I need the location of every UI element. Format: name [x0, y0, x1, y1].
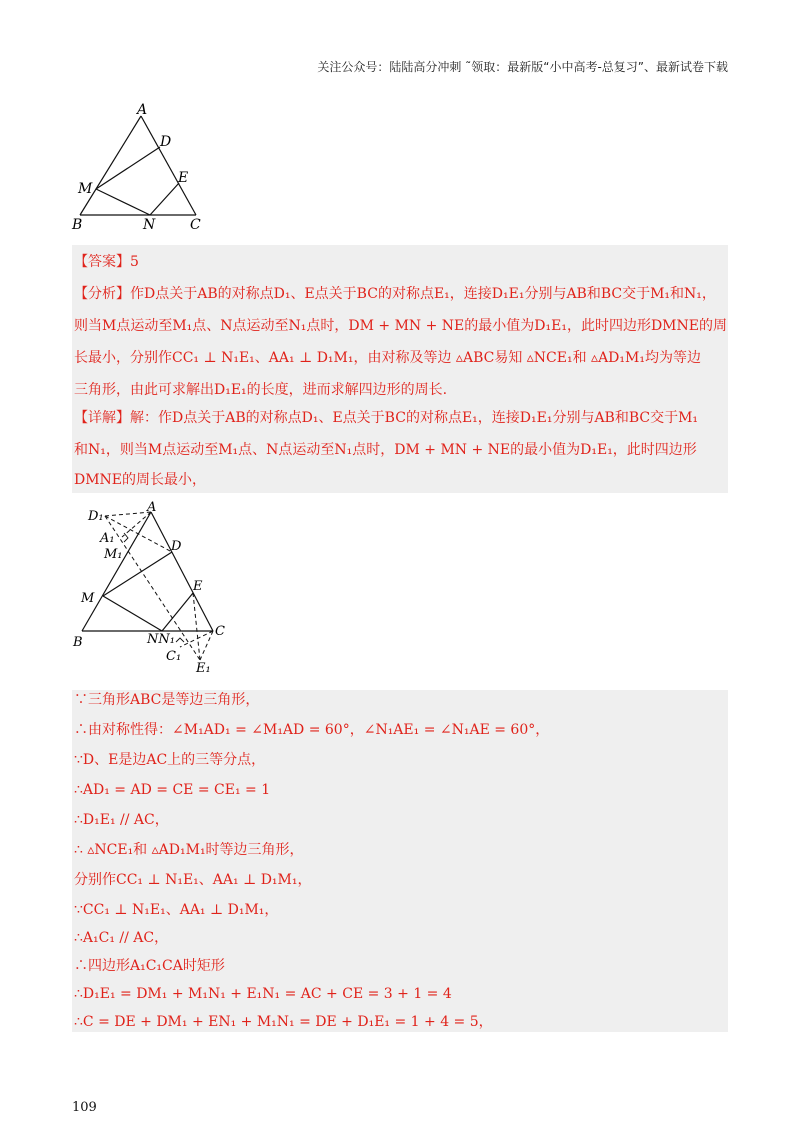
label-e: E [178, 170, 189, 186]
analysis-line-2: 则当M点运动至M₁点、N点运动至N₁点时，DM + MN + NE的最小值为D₁E₁，此时四边形DMNE的周 [74, 318, 727, 334]
label-e1: E₁ [196, 661, 211, 676]
segment-ne [150, 183, 179, 215]
label-m1: M₁ [104, 547, 123, 562]
edge-ac [151, 512, 213, 631]
answer-label: 【答案】 [74, 254, 130, 270]
solution-line-9: ∴A₁C₁ // AC， [74, 930, 169, 946]
answer-value: 5 [130, 254, 139, 270]
segment-mn [103, 596, 162, 631]
solution-line-12: ∴C = DE + DM₁ + EN₁ + M₁N₁ = DE + D₁E₁ = 1 + 4 = 5， [74, 1014, 493, 1030]
label-nn1: NN₁ [147, 632, 175, 647]
triangle-figure-1 [70, 100, 220, 235]
solution-line-8: ∵CC₁ ⊥ N₁E₁、AA₁ ⊥ D₁M₁， [74, 902, 279, 918]
right-angle-mark-a1 [124, 533, 128, 542]
label-a1: A₁ [100, 531, 115, 546]
analysis-line-1: 【分析】作D点关于AB的对称点D₁、E点关于BC的对称点E₁，连接D₁E₁分别与AB和BC交于M₁和N₁， [74, 286, 716, 302]
label-c: C [215, 624, 225, 639]
label-b: B [72, 217, 83, 233]
dash-c-e1 [200, 631, 213, 660]
label-a: A [147, 500, 157, 515]
label-d: D [160, 134, 172, 150]
solution-line-7: 分别作CC₁ ⊥ N₁E₁、AA₁ ⊥ D₁M₁， [74, 872, 312, 888]
solution-line-1: ∵三角形ABC是等边三角形， [74, 692, 260, 708]
edge-ac [141, 116, 196, 215]
segment-ne [162, 593, 193, 631]
page-number: 109 [72, 1100, 97, 1115]
label-e: E [193, 579, 203, 594]
detail-line-1: 【详解】解：作D点关于AB的对称点D₁、E点关于BC的对称点E₁，连接D₁E₁分别与AB和BC交于M₁ [74, 410, 699, 426]
label-n: N [143, 217, 156, 233]
detail-line-2: 和N₁，则当M点运动至M₁点、N点运动至N₁点时，DM + MN + NE的最小值为D₁E₁，此时四边形 [74, 442, 697, 458]
label-b: B [73, 635, 83, 650]
detail-line-3: DMNE的周长最小， [74, 472, 207, 488]
solution-line-3: ∵D、E是边AC上的三等分点， [74, 752, 266, 768]
solution-line-2: ∴由对称性得：∠M₁AD₁ = ∠M₁AD = 60°，∠N₁AE₁ = ∠N₁AE = 60°， [74, 722, 550, 738]
answer-line [74, 252, 139, 272]
label-c1: C₁ [166, 649, 182, 664]
page-header: 关注公众号：陆陆高分冲刺 ˜领取：最新版“小中高考-总复习”、最新试卷下载 [317, 60, 728, 74]
label-m: M [81, 591, 95, 606]
analysis-line-3: 长最小，分别作CC₁ ⊥ N₁E₁、AA₁ ⊥ D₁M₁，由对称及等边 ▵ABC易知 ▵NCE₁和 ▵AD₁M₁均为等边 [74, 350, 701, 366]
solution-line-5: ∴D₁E₁ // AC， [74, 812, 169, 828]
label-d: D [171, 539, 182, 554]
triangle-figure-2 [70, 500, 240, 680]
analysis-label: 【分析】 [74, 286, 130, 302]
detail-label: 【详解】 [74, 410, 130, 426]
dash-c-c1 [180, 631, 213, 647]
label-d1: D₁ [88, 509, 104, 524]
label-a: A [137, 102, 148, 118]
label-m: M [78, 181, 93, 197]
dash-d1-a [105, 512, 151, 516]
solution-line-4: ∴AD₁ = AD = CE = CE₁ = 1 [74, 782, 271, 798]
solution-block [72, 690, 728, 1032]
analysis-line-4: 三角形，由此可求解出D₁E₁的长度，进而求解四边形的周长. [74, 382, 448, 398]
right-angle-mark-c1 [176, 638, 184, 642]
solution-line-10: ∴四边形A₁C₁CA时矩形 [74, 958, 225, 974]
solution-line-6: ∴ ▵NCE₁和 ▵AD₁M₁时等边三角形， [74, 842, 304, 858]
segment-mn [96, 189, 150, 215]
solution-line-11: ∴D₁E₁ = DM₁ + M₁N₁ + E₁N₁ = AC + CE = 3 + 1 = 4 [74, 986, 452, 1002]
label-c: C [190, 217, 201, 233]
segment-md [96, 147, 160, 189]
